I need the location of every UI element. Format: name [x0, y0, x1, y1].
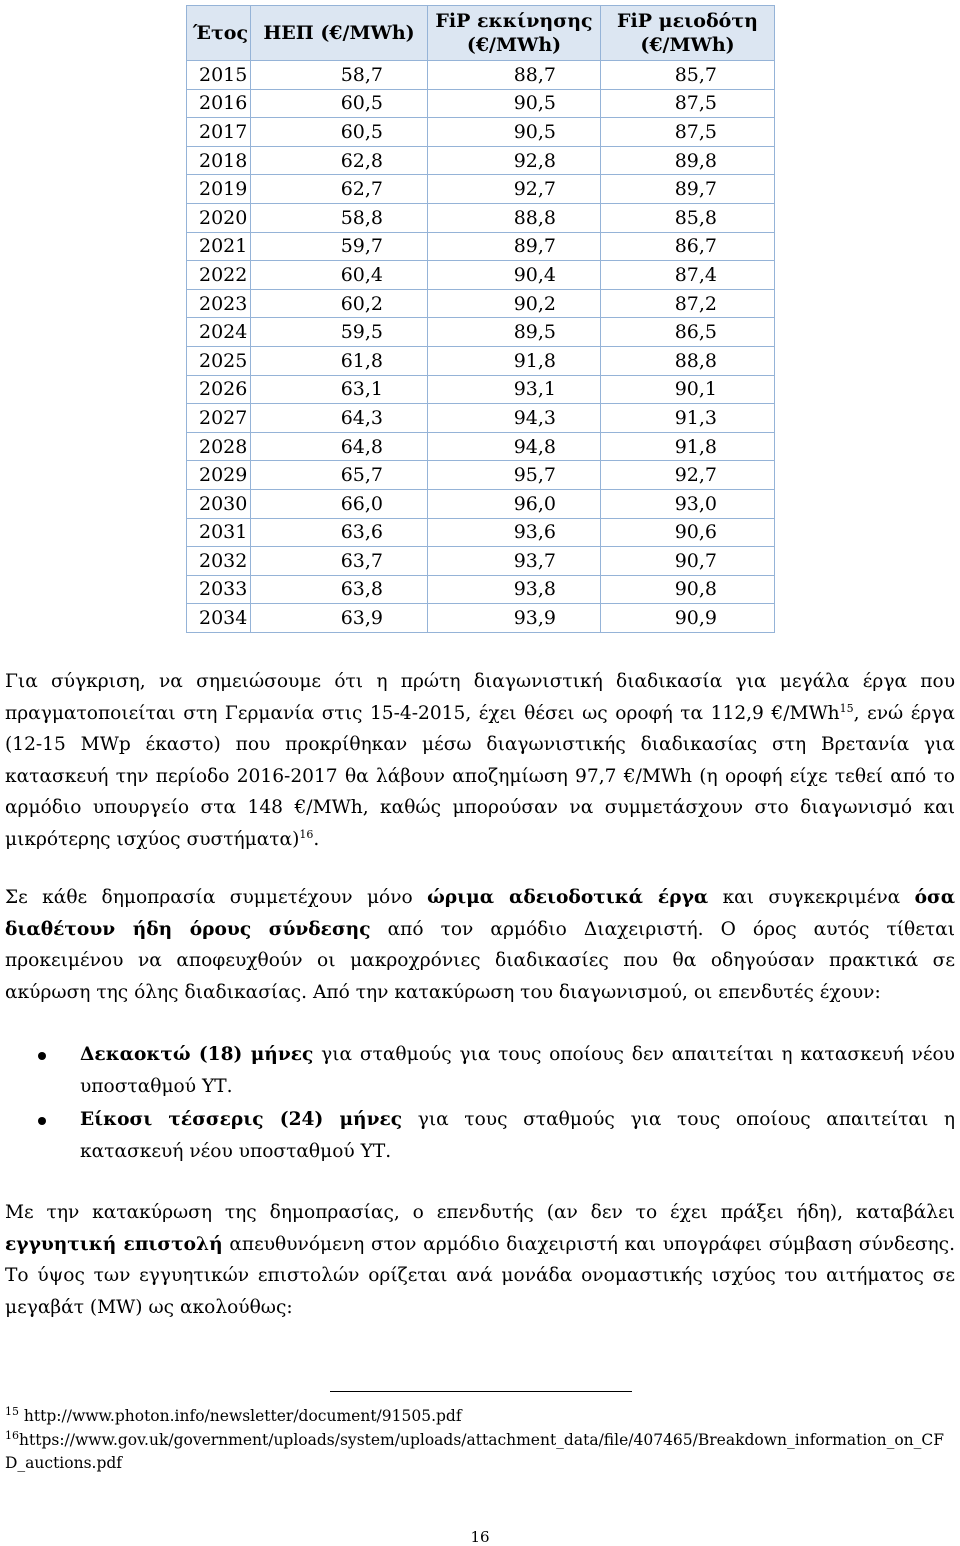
cell-hep: 63,8: [251, 575, 428, 604]
cell-fip-start: 93,1: [428, 375, 601, 404]
cell-fip-start: 93,9: [428, 604, 601, 633]
bullet-icon: [38, 1117, 46, 1125]
cell-fip-start: 90,2: [428, 289, 601, 318]
cell-fip-start: 93,8: [428, 575, 601, 604]
cell-year: 2022: [187, 261, 251, 290]
cell-hep: 60,4: [251, 261, 428, 290]
cell-year: 2020: [187, 203, 251, 232]
table-row: [187, 575, 775, 604]
footnote-ref-16[interactable]: 16: [299, 827, 314, 841]
page-number: 16: [470, 1528, 490, 1546]
cell-fip-start: 93,7: [428, 547, 601, 576]
table-row: [187, 375, 775, 404]
bullet-text: για σταθμούς για τους οποίους δεν απαιτείται η κατασκευή νέου υποσταθμού ΥΤ.: [80, 1044, 955, 1097]
table-row: [187, 89, 775, 118]
cell-year: 2031: [187, 518, 251, 547]
footnote-link[interactable]: http://www.photon.info/newsletter/document/91505.pdf: [19, 1407, 462, 1425]
table-row: [187, 432, 775, 461]
table-row: [187, 547, 775, 576]
cell-hep: 58,8: [251, 203, 428, 232]
cell-year: 2033: [187, 575, 251, 604]
table-row: [187, 604, 775, 633]
cell-hep: 62,8: [251, 146, 428, 175]
cell-fip-start: 95,7: [428, 461, 601, 490]
cell-fip-bidder: 90,8: [601, 575, 775, 604]
cell-fip-bidder: 86,5: [601, 318, 775, 347]
cell-year: 2024: [187, 318, 251, 347]
header-fip-bidder: FiP μειοδότη (€/MWh): [601, 6, 775, 61]
cell-fip-start: 89,5: [428, 318, 601, 347]
cell-hep: 64,3: [251, 404, 428, 433]
cell-year: 2026: [187, 375, 251, 404]
paragraph-guarantee: [5, 1197, 955, 1323]
table-row: [187, 289, 775, 318]
cell-fip-bidder: 89,8: [601, 146, 775, 175]
cell-fip-start: 94,3: [428, 404, 601, 433]
cell-fip-start: 93,6: [428, 518, 601, 547]
table-row: [187, 489, 775, 518]
cell-fip-bidder: 87,5: [601, 118, 775, 147]
table-body: [187, 61, 775, 633]
cell-hep: 63,1: [251, 375, 428, 404]
footnote-16: [5, 1429, 955, 1475]
p1-text-b: , ενώ έργα (12-15 MWp έκαστο) που προκρίθηκαν μέσω διαγωνιστικής διαδικασίας στη Βρετανία για κατασκευή την περίοδο 2016-2017 θα λάβουν αποζημίωση 97,7 €/MWh (η οροφή είχε τεθεί από το αρμόδιο υπουργείο στα 148 €/MWh, καθώς μπορούσαν να συμμετάσχουν στο διαγωνισμό και μικρότερης ισχύος συστήματα): [5, 702, 955, 850]
table-row: [187, 318, 775, 347]
cell-hep: 60,2: [251, 289, 428, 318]
p1-text-a: Για σύγκριση, να σημειώσουμε ότι η πρώτη διαγωνιστική διαδικασία για μεγάλα έργα που πραγματοποιείται στη Γερμανία στις 15-4-2015, έχει θέσει ως οροφή τα 112,9 €/MWh: [5, 671, 955, 724]
footnote-15: [5, 1405, 955, 1428]
cell-year: 2017: [187, 118, 251, 147]
cell-hep: 62,7: [251, 175, 428, 204]
header-fip-start: FiP εκκίνησης (€/MWh): [428, 6, 601, 61]
cell-hep: 66,0: [251, 489, 428, 518]
cell-hep: 60,5: [251, 118, 428, 147]
table-row: [187, 346, 775, 375]
table-row: [187, 175, 775, 204]
footnote-ref-15[interactable]: 15: [839, 701, 854, 715]
table-header-row: [187, 6, 775, 61]
cell-year: 2019: [187, 175, 251, 204]
p2-text-c: και συγκεκριμένα: [708, 887, 915, 908]
cell-fip-bidder: 87,2: [601, 289, 775, 318]
p2-text-a: Σε κάθε δημοπρασία συμμετέχουν μόνο: [5, 887, 428, 908]
cell-fip-bidder: 85,7: [601, 61, 775, 90]
cell-fip-bidder: 91,3: [601, 404, 775, 433]
footnote-number: 15: [5, 1404, 19, 1418]
cell-hep: 58,7: [251, 61, 428, 90]
cell-fip-start: 88,7: [428, 61, 601, 90]
bullet-bold: Είκοσι τέσσερις (24) μήνες: [80, 1109, 403, 1130]
table-row: [187, 146, 775, 175]
cell-year: 2021: [187, 232, 251, 261]
cell-fip-bidder: 90,1: [601, 375, 775, 404]
table-row: [187, 404, 775, 433]
cell-fip-start: 94,8: [428, 432, 601, 461]
footnote-number: 16: [5, 1428, 19, 1442]
cell-fip-bidder: 85,8: [601, 203, 775, 232]
cell-fip-bidder: 86,7: [601, 232, 775, 261]
deadline-list: [0, 1039, 955, 1169]
cell-fip-bidder: 91,8: [601, 432, 775, 461]
header-year: Έτος: [187, 6, 251, 61]
cell-hep: 64,8: [251, 432, 428, 461]
list-item: [0, 1039, 955, 1102]
p2-text-d: από τον αρμόδιο Διαχειριστή. Ο όρος αυτός τίθεται προκειμένου να αποφευχθούν οι μακροχρόνιες διαδικασίες που θα οδηγούσαν πρακτικά σε ακύρωση της όλης διαδικασίας. Από την κατακύρωση του διαγωνισμού, οι επενδυτές έχουν:: [5, 918, 955, 1003]
cell-fip-start: 90,4: [428, 261, 601, 290]
header-hep: ΗΕΠ (€/MWh): [251, 6, 428, 61]
footnote-link[interactable]: https://www.gov.uk/government/uploads/system/uploads/attachment_data/file/407465/Breakdown_information_on_CFD_auctions.pdf: [5, 1431, 945, 1472]
cell-fip-bidder: 90,9: [601, 604, 775, 633]
cell-year: 2029: [187, 461, 251, 490]
paragraph-comparison: [5, 666, 955, 855]
cell-fip-bidder: 87,4: [601, 261, 775, 290]
table-row: [187, 261, 775, 290]
p3-text-a: Με την κατακύρωση της δημοπρασίας, ο επενδυτής (αν δεν το έχει πράξει ήδη), καταβάλει: [5, 1202, 955, 1223]
cell-hep: 63,6: [251, 518, 428, 547]
p1-text-c: .: [313, 828, 320, 850]
p2-bold-connection-terms: όσα διαθέτουν ήδη όρους σύνδεσης: [5, 887, 955, 940]
table-row: [187, 461, 775, 490]
table-row: [187, 232, 775, 261]
cell-hep: 59,7: [251, 232, 428, 261]
cell-fip-start: 91,8: [428, 346, 601, 375]
cell-hep: 60,5: [251, 89, 428, 118]
cell-fip-bidder: 89,7: [601, 175, 775, 204]
table-row: [187, 203, 775, 232]
cell-fip-bidder: 93,0: [601, 489, 775, 518]
cell-hep: 63,9: [251, 604, 428, 633]
p3-bold-guarantee: εγγυητική επιστολή: [5, 1233, 223, 1255]
table-row: [187, 518, 775, 547]
bullet-icon: [38, 1052, 46, 1060]
cell-fip-bidder: 88,8: [601, 346, 775, 375]
p3-text-c: απευθυνόμενη στον αρμόδιο διαχειριστή και υπογράφει σύμβαση σύνδεσης. Το ύψος των εγγυητικών επιστολών ορίζεται ανά μονάδα ονομαστικής ισχύος του αιτήματος σε μεγαβάτ (MW) ως ακολούθως:: [5, 1233, 955, 1318]
cell-fip-start: 90,5: [428, 89, 601, 118]
bullet-bold: Δεκαοκτώ (18) μήνες: [80, 1044, 314, 1065]
cell-year: 2030: [187, 489, 251, 518]
cell-year: 2027: [187, 404, 251, 433]
cell-year: 2015: [187, 61, 251, 90]
cell-fip-start: 89,7: [428, 232, 601, 261]
cell-fip-start: 92,8: [428, 146, 601, 175]
cell-fip-start: 92,7: [428, 175, 601, 204]
table-row: [187, 61, 775, 90]
cell-fip-bidder: 87,5: [601, 89, 775, 118]
cell-year: 2018: [187, 146, 251, 175]
cell-fip-start: 88,8: [428, 203, 601, 232]
table-row: [187, 118, 775, 147]
p2-bold-mature-projects: ώριμα αδειοδοτικά έργα: [427, 887, 709, 908]
cell-fip-bidder: 90,6: [601, 518, 775, 547]
list-item: [0, 1104, 955, 1167]
cell-fip-bidder: 92,7: [601, 461, 775, 490]
footnote-separator: [330, 1391, 632, 1392]
cell-year: 2032: [187, 547, 251, 576]
cell-fip-bidder: 90,7: [601, 547, 775, 576]
cell-hep: 65,7: [251, 461, 428, 490]
price-table: [186, 5, 775, 633]
cell-year: 2016: [187, 89, 251, 118]
cell-hep: 63,7: [251, 547, 428, 576]
cell-year: 2028: [187, 432, 251, 461]
cell-year: 2025: [187, 346, 251, 375]
cell-fip-start: 90,5: [428, 118, 601, 147]
cell-hep: 59,5: [251, 318, 428, 347]
cell-fip-start: 96,0: [428, 489, 601, 518]
bullet-text: για τους σταθμούς για τους οποίους απαιτείται η κατασκευή νέου υποσταθμού ΥΤ.: [80, 1109, 955, 1162]
paragraph-auction: [5, 882, 955, 1008]
cell-year: 2023: [187, 289, 251, 318]
cell-hep: 61,8: [251, 346, 428, 375]
cell-year: 2034: [187, 604, 251, 633]
